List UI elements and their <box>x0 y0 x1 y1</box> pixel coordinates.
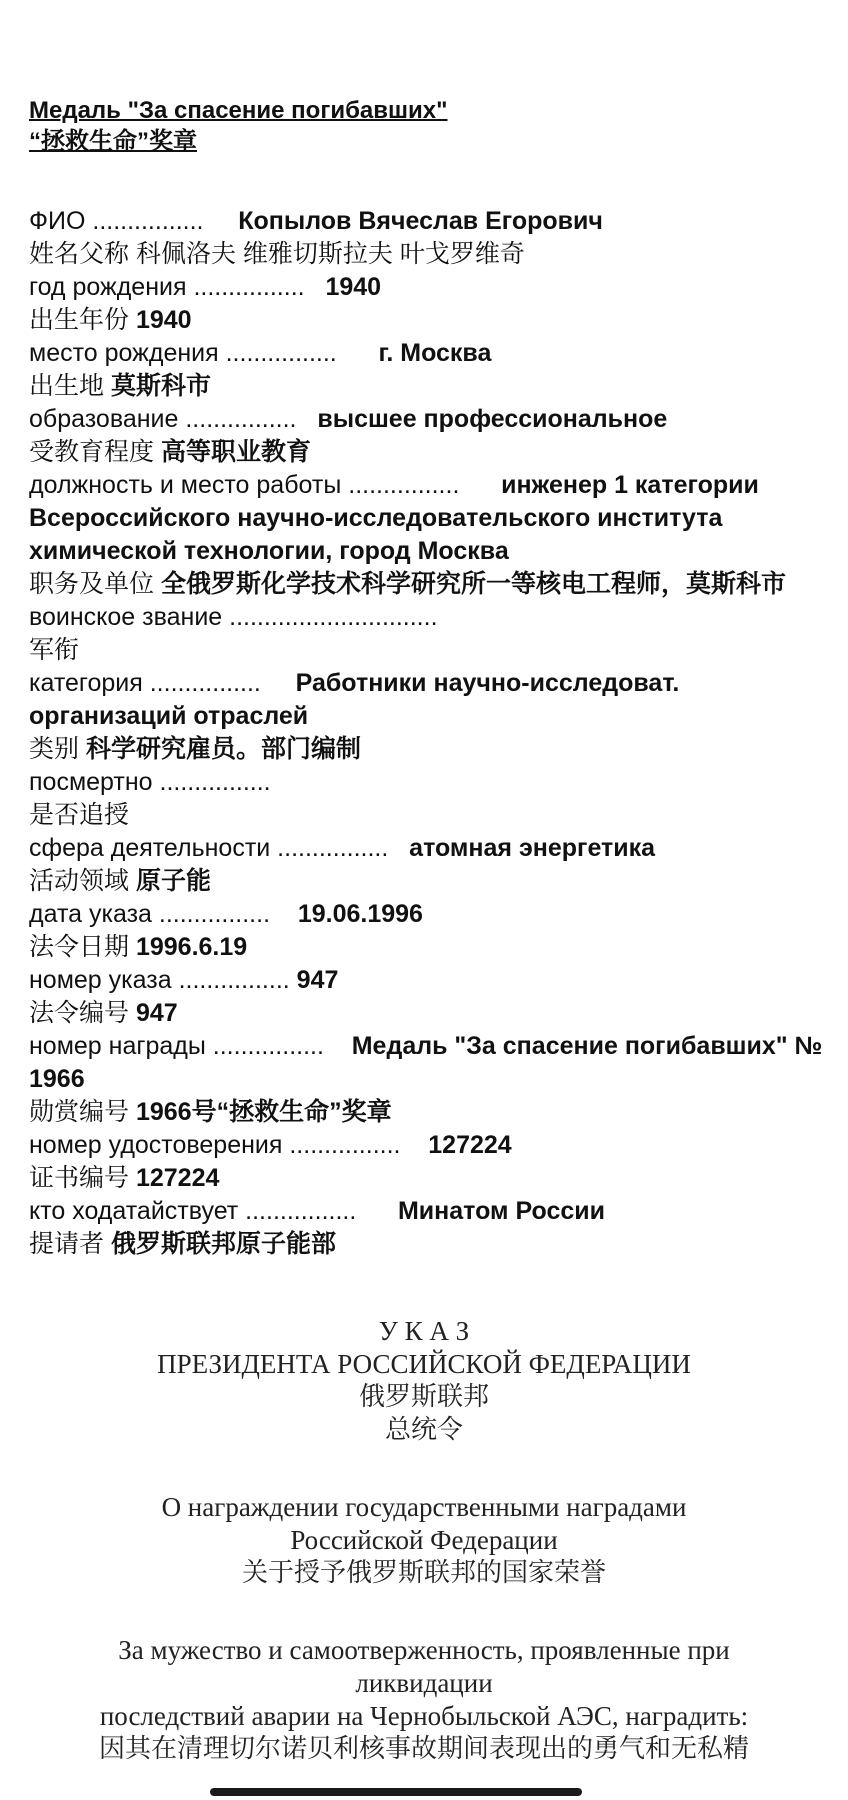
posthumous-cn-label: 是否追授 <box>29 801 130 829</box>
petitioner-row <box>29 1195 829 1228</box>
rank-cn-row <box>29 634 829 667</box>
petitioner-cn-row <box>29 1228 829 1261</box>
decree-president: ПРЕЗИДЕНТА РОССИЙСКОЙ ФЕДЕРАЦИИ <box>157 1349 691 1379</box>
education-cn-value: 高等职业教育 <box>160 438 311 466</box>
decree-about-2: Российской Федерации <box>290 1525 558 1555</box>
award-record <box>29 95 829 1261</box>
rank-label: воинское звание .............................. <box>29 603 438 631</box>
cert-num-row <box>29 1129 829 1162</box>
category-cn-value: 科学研究雇员。部门编制 <box>85 735 361 763</box>
cert-num-cn-value: 127224 <box>135 1164 220 1192</box>
rank-row <box>29 601 829 634</box>
fio-cn-row <box>29 238 829 271</box>
petitioner-value: Минатом России <box>397 1197 606 1225</box>
decree-text-1: За мужество и самоотверженность, проявленные при <box>118 1635 730 1665</box>
award-num-cn-label: 勋赏编号 <box>29 1098 130 1126</box>
decree-date-cn-row <box>29 931 829 964</box>
category-cn-row <box>29 733 829 766</box>
decree-date-row <box>29 898 829 931</box>
spacer <box>0 1447 848 1491</box>
decree-text-3: последствий аварии на Чернобыльской АЭС, наградить: <box>99 1701 749 1731</box>
sphere-label: сфера деятельности ................ <box>29 834 389 862</box>
petitioner-cn-label: 提请者 <box>29 1230 105 1258</box>
birth-year-cn-row <box>29 304 829 337</box>
award-num-value: Медаль "За спасение погибавших" № 1966 <box>29 1032 823 1093</box>
birth-year-cn-label: 出生年份 <box>29 306 130 334</box>
decree-text-2: ликвидации <box>355 1668 493 1698</box>
position-row <box>29 469 829 568</box>
sphere-value: атомная энергетика <box>409 834 656 862</box>
award-num-label: номер награды ................ <box>29 1032 324 1060</box>
cert-num-value: 127224 <box>428 1131 512 1159</box>
sphere-cn-label: 活动领域 <box>29 867 130 895</box>
position-label: должность и место работы ................ <box>29 471 460 499</box>
education-label: образование ................ <box>29 405 297 433</box>
cert-num-cn-row <box>29 1162 829 1195</box>
category-cn-label: 类别 <box>29 735 80 763</box>
birth-year-value: 1940 <box>325 273 382 301</box>
decree-text-cn: 因其在清理切尔诺贝利核事故期间表现出的勇气和无私精 <box>98 1734 749 1764</box>
education-cn-row <box>29 436 829 469</box>
decree-num-cn-value: 947 <box>135 999 178 1027</box>
posthumous-cn-row <box>29 799 829 832</box>
birth-year-cn-value: 1940 <box>135 306 192 334</box>
category-label: категория ................ <box>29 669 261 697</box>
cert-num-cn-label: 证书编号 <box>29 1164 130 1192</box>
position-cn-row <box>29 568 829 601</box>
birth-place-value: г. Москва <box>378 339 492 367</box>
category-row <box>29 667 829 733</box>
decree-num-cn-label: 法令编号 <box>29 999 130 1027</box>
fio-label: ФИО ................ <box>29 207 204 235</box>
birth-year-label: год рождения ................ <box>29 273 305 301</box>
position-cn-label: 职务及单位 <box>29 570 155 598</box>
home-indicator[interactable] <box>210 1788 582 1796</box>
birth-year-row <box>29 271 829 304</box>
fio-row <box>29 205 829 238</box>
award-num-row <box>29 1030 829 1096</box>
page-title-chinese: “拯救生命”奖章 <box>29 128 197 155</box>
birth-place-cn-row <box>29 370 829 403</box>
decree-date-label: дата указа ................ <box>29 900 271 928</box>
decree-president-cn-2: 总统令 <box>384 1415 463 1445</box>
birth-place-cn-label: 出生地 <box>29 372 105 400</box>
sphere-cn-value: 原子能 <box>135 867 211 895</box>
petitioner-cn-value: 俄罗斯联邦原子能部 <box>110 1230 336 1258</box>
fio-value: Копылов Вячеслав Егорович <box>238 207 603 235</box>
decree-num-cn-row <box>29 997 829 1030</box>
award-num-cn-value: 1966号“拯救生命”奖章 <box>135 1098 392 1126</box>
posthumous-label: посмертно ................ <box>29 768 271 796</box>
fio-cn-label: 姓名父称 <box>29 240 130 268</box>
position-cn-value: 全俄罗斯化学技术科学研究所一等核电工程师，莫斯科市 <box>160 570 786 598</box>
birth-place-cn-value: 莫斯科市 <box>110 372 211 400</box>
decree-about-cn: 关于授予俄罗斯联邦的国家荣誉 <box>241 1558 606 1588</box>
education-row <box>29 403 829 436</box>
decree-about-1: О награждении государственными наградами <box>161 1492 687 1522</box>
spacer <box>29 157 829 205</box>
fio-cn-value: 科佩洛夫 维雅切斯拉夫 叶戈罗维奇 <box>135 240 525 268</box>
decree-date-value: 19.06.1996 <box>297 900 423 928</box>
decree-ukaz: У К А З <box>378 1316 470 1346</box>
spacer <box>0 1590 848 1634</box>
decree-num-label: номер указа ................ <box>29 966 290 994</box>
sphere-cn-row <box>29 865 829 898</box>
birth-place-label: место рождения ................ <box>29 339 337 367</box>
decree-president-cn-1: 俄罗斯联邦 <box>358 1382 489 1412</box>
sphere-row <box>29 832 829 865</box>
decree-date-cn-value: 1996.6.19 <box>135 933 248 961</box>
rank-cn-label: 军衔 <box>29 636 80 664</box>
category-value: Работники научно-исследоват. организаций отраслей <box>29 669 680 730</box>
decree-num-row <box>29 964 829 997</box>
birth-place-row <box>29 337 829 370</box>
decree-num-value: 947 <box>296 966 339 994</box>
cert-num-label: номер удостоверения ................ <box>29 1131 401 1159</box>
award-num-cn-row <box>29 1096 829 1129</box>
position-value: инженер 1 категории Всероссийского научно-исследовательского института химической технологии, город Москва <box>29 471 759 565</box>
decree-section <box>0 1315 848 1766</box>
posthumous-row <box>29 766 829 799</box>
decree-date-cn-label: 法令日期 <box>29 933 130 961</box>
education-cn-label: 受教育程度 <box>29 438 155 466</box>
petitioner-label: кто ходатайствует ................ <box>29 1197 357 1225</box>
page-title: Медаль "За спасение погибавших" <box>29 97 448 124</box>
education-value: высшее профессиональное <box>317 405 668 433</box>
